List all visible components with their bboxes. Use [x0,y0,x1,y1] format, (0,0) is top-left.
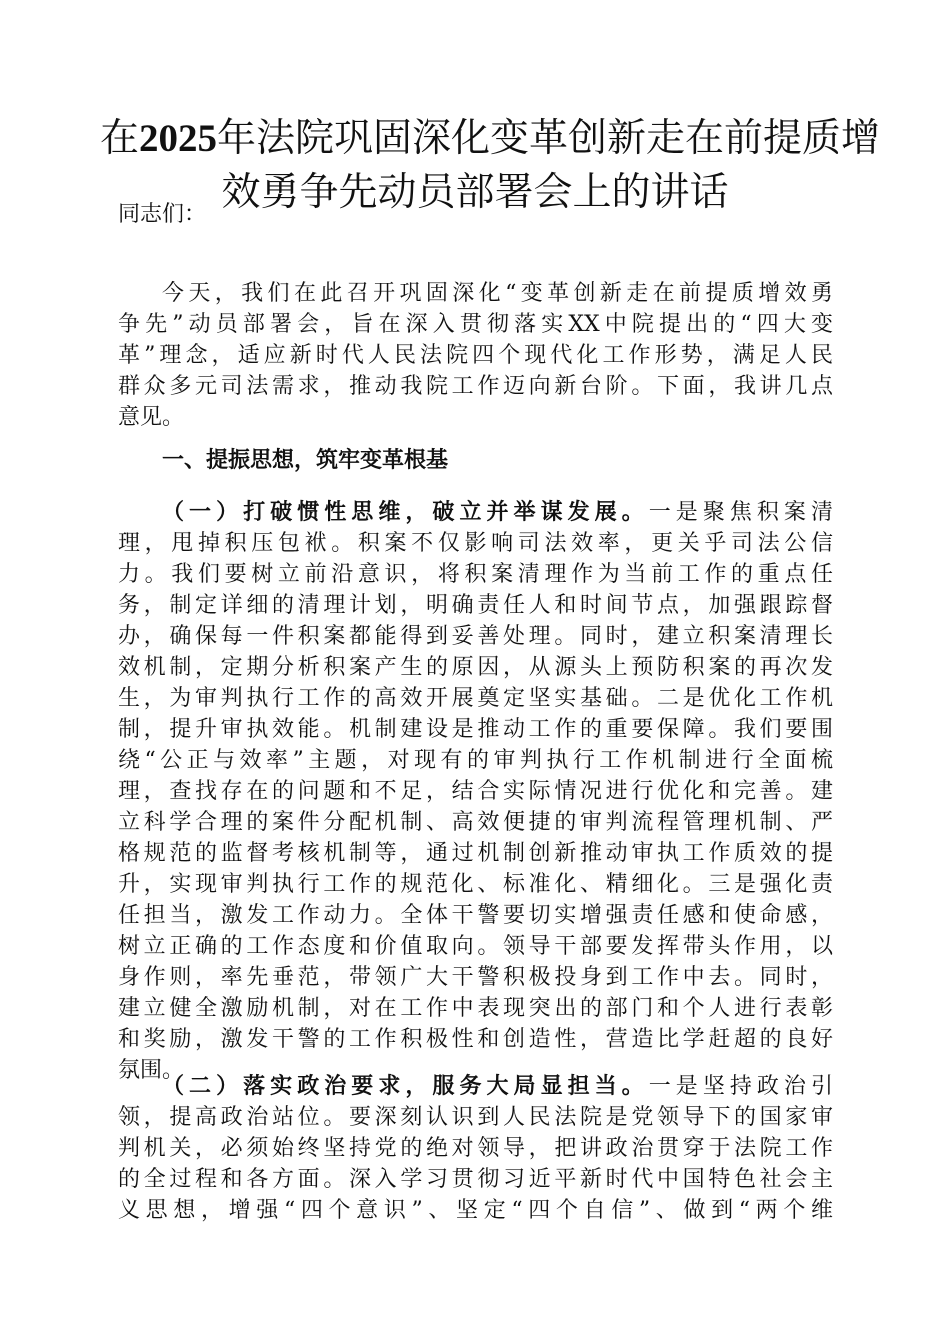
sub1-line: 树立正确的工作态度和价值取向。领导干部要发挥带头作用，以 [118,934,833,959]
sub2-line: 领，提高政治站位。要深刻认识到人民法院是党领导下的国家审 [118,1105,833,1130]
sub1-lead: （一）打破惯性思维，破立并举谋发展。 [162,499,649,525]
sub1-line: 身作则，率先垂范，带领广大干警积极投身到工作中去。同时， [118,965,833,990]
sub1-line: 建立健全激励机制，对在工作中表现突出的部门和个人进行表彰 [118,996,833,1021]
sub1-line: 和奖励，激发干警的工作积极性和创造性，营造比学赶超的良好 [118,1027,833,1052]
title-line-2: 效勇争先动员部署会上的讲话 [221,170,729,215]
sub1-line: 制，提升审执效能。机制建设是推动工作的重要保障。我们要围 [118,717,833,742]
title-line-1-rest: 年法院巩固深化变革创新走在前提质增 [217,116,881,161]
sub1-first-line [118,497,833,528]
sub2-line: 义思想，增强“四个意识”、坚定“四个自信”、做到“两个维 [118,1198,833,1223]
title-line-1 [100,112,881,166]
subsection-2-paragraph [118,1071,833,1226]
sub2-lead: （二）落实政治要求，服务大局显担当。 [162,1073,649,1099]
sub1-line: 格规范的监督考核机制等，通过机制创新推动审执工作质效的提 [118,841,833,866]
subsection-1-paragraph [118,497,833,1086]
sub2-line: 判机关，必须始终坚持党的绝对领导，把讲政治贯穿于法院工作 [118,1136,833,1161]
sub1-first-line-rest: 一是聚焦积案清 [648,500,833,525]
sub1-line: 理，查找存在的问题和不足，结合实际情况进行优化和完善。建 [118,779,833,804]
sub1-line: 办，确保每一件积案都能得到妥善处理。同时，建立积案清理长 [118,624,833,649]
sub1-line: 效机制，定期分析积案产生的原因，从源头上预防积案的再次发 [118,655,833,680]
sub1-line: 理，甩掉积压包袱。积案不仅影响司法效率，更关乎司法公信 [118,531,833,556]
sub1-line: 立科学合理的案件分配机制、高效便捷的审判流程管理机制、严 [118,810,833,835]
sub1-line: 生，为审判执行工作的高效开展奠定坚实基础。二是优化工作机 [118,686,833,711]
intro-line: 今天，我们在此召开巩固深化“变革创新走在前提质增效勇 [162,281,833,306]
sub2-first-line-rest: 一是坚持政治引 [648,1074,833,1099]
sub1-line: 氛围。 [118,1058,185,1083]
sub2-line: 的全过程和各方面。深入学习贯彻习近平新时代中国特色社会主 [118,1167,833,1192]
intro-paragraph [118,278,833,433]
sub1-line: 绕“公正与效率”主题，对现有的审判执行工作机制进行全面梳 [118,748,833,773]
sub1-line: 力。我们要树立前沿意识，将积案清理作为当前工作的重点任 [118,562,833,587]
intro-line: 意见。 [118,405,185,430]
title-prefix: 在 [100,116,140,161]
sub1-line: 升，实现审判执行工作的规范化、标准化、精细化。三是强化责 [118,872,833,897]
intro-line: 群众多元司法需求，推动我院工作迈向新台阶。下面，我讲几点 [118,374,833,399]
sub1-line: 任担当，激发工作动力。全体干警要切实增强责任感和使命感， [118,903,833,928]
title-year: 2025 [139,117,218,160]
intro-line: 革”理念，适应新时代人民法院四个现代化工作形势，满足人民 [118,343,833,368]
intro-line: 争先”动员部署会，旨在深入贯彻落实XX中院提出的“四大变 [118,312,833,337]
document-title [100,112,881,220]
sub1-line: 务，制定详细的清理计划，明确责任人和时间节点，加强跟踪督 [118,593,833,618]
sub2-first-line [118,1071,833,1102]
section-1-heading: 一、提振思想，筑牢变革根基 [162,447,449,473]
salutation: 同志们： [118,202,207,227]
